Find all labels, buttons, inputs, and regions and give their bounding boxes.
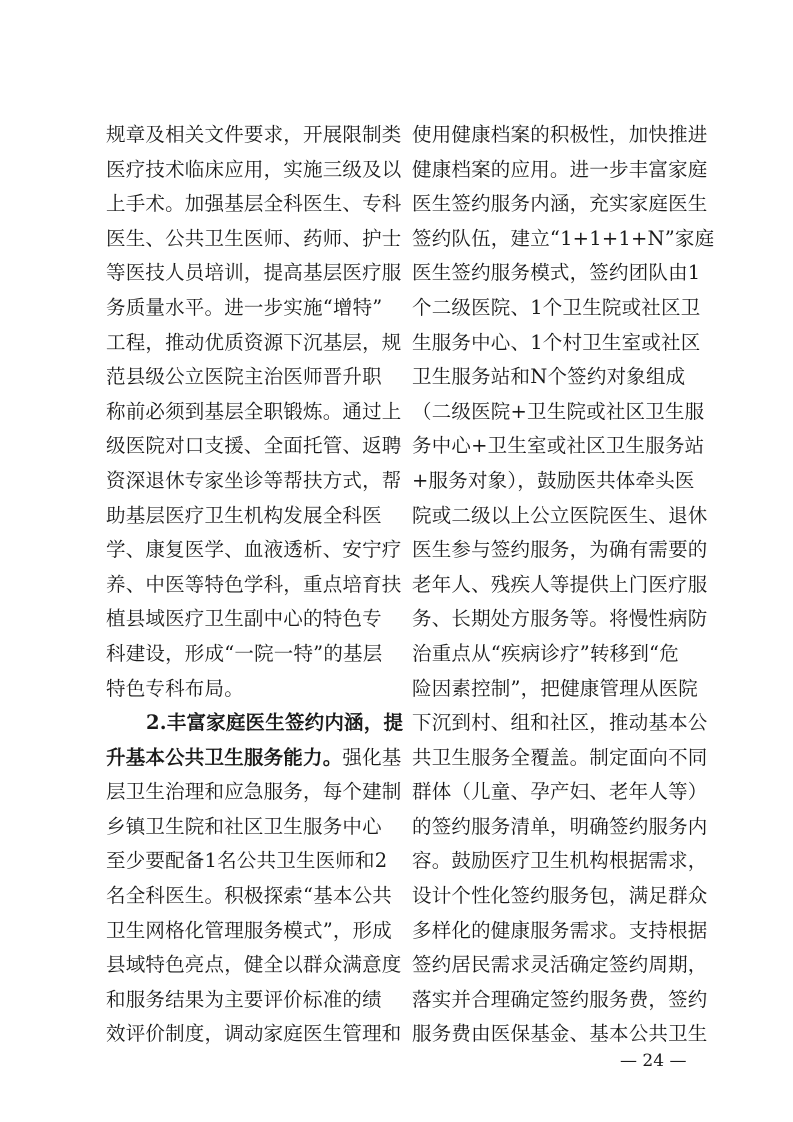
- text-line: 至少要配备1名公共卫生医师和2: [106, 849, 388, 873]
- text-line: 务质量水平。进一步实施“增特”: [106, 295, 383, 319]
- text-line: 签约队伍，建立“1+1+1+N”家庭: [412, 226, 715, 250]
- text-line: 健康档案的应用。进一步丰富家庭: [412, 157, 708, 181]
- text-line: 效评价制度，调动家庭医生管理和: [106, 1022, 402, 1046]
- text-line: 群体（儿童、孕产妇、老年人等）: [412, 780, 708, 804]
- text-line: 县域特色亮点，健全以群众满意度: [106, 953, 402, 977]
- text-line: 落实并合理确定签约服务费，签约: [412, 987, 708, 1011]
- text-line: 使用健康档案的积极性，加快推进: [412, 123, 708, 146]
- text-line: 等医技人员培训，提高基层医疗服: [106, 261, 402, 285]
- text-line: 医生签约服务模式，签约团队由1: [412, 261, 701, 285]
- text-line: 特色专科布局。: [106, 676, 244, 700]
- section-heading: 2.丰富家庭医生签约内涵，提: [146, 711, 404, 735]
- text-line: 卫生服务站和N个签约对象组成: [412, 365, 686, 389]
- text-line: 助基层医疗卫生机构发展全科医: [106, 503, 382, 527]
- text-line: 医生签约服务内涵，充实家庭医生: [412, 192, 708, 216]
- text-line: 科建设，形成“一院一特”的基层: [106, 641, 383, 665]
- paragraph-start: 强化基: [342, 745, 402, 769]
- text-line: 养、中医等特色学科，重点培育扶: [106, 572, 402, 596]
- text-line: 名全科医生。积极探索“基本公共: [106, 884, 392, 908]
- text-line: 上手术。加强基层全科医生、专科: [106, 192, 402, 216]
- text-line: 个二级医院、1个卫生院或社区卫: [412, 295, 701, 319]
- text-line: 险因素控制”，把健康管理从医院: [412, 676, 698, 700]
- text-line: 务中心+卫生室或社区卫生服务站: [412, 434, 705, 458]
- text-line: 资深退休专家坐诊等帮扶方式，帮: [106, 468, 402, 492]
- text-line: 卫生网格化管理服务模式”，形成: [106, 918, 392, 942]
- text-line: 工程，推动优质资源下沉基层，规: [106, 330, 402, 354]
- text-line: 多样化的健康服务需求。支持根据: [412, 918, 708, 942]
- text-line: 学、康复医学、血液透析、安宁疗: [106, 538, 402, 562]
- text-line: +服务对象），鼓励医共体牵头医: [412, 468, 695, 492]
- text-line: 老年人、残疾人等提供上门医疗服: [412, 572, 708, 596]
- text-line: 生服务中心、1个村卫生室或社区: [412, 330, 701, 354]
- text-line: 医生参与签约服务，为确有需要的: [412, 538, 708, 562]
- text-line: 签约居民需求灵活确定签约周期，: [412, 953, 708, 977]
- text-line: 规章及相关文件要求，开展限制类: [106, 123, 402, 146]
- text-line: 务、长期处方服务等。将慢性病防: [412, 607, 708, 631]
- text-line: （二级医院+卫生院或社区卫生服: [412, 399, 705, 423]
- page-number: — 24 —: [620, 1051, 687, 1071]
- text-line: 和服务结果为主要评价标准的绩: [106, 987, 382, 1011]
- text-line: 层卫生治理和应急服务，每个建制: [106, 780, 402, 804]
- text-line: 范县级公立医院主治医师晋升职: [106, 365, 382, 389]
- text-line: 植县域医疗卫生副中心的特色专: [106, 607, 382, 631]
- section-heading-continuation: [106, 741, 402, 776]
- text-line: 级医院对口支援、全面托管、返聘: [106, 434, 402, 458]
- text-line: 乡镇卫生院和社区卫生服务中心: [106, 814, 382, 838]
- left-column: [106, 118, 404, 1052]
- text-line: 下沉到村、组和社区，推动基本公: [412, 711, 708, 735]
- section-heading-bold-part: 升基本公共卫生服务能力。: [106, 745, 343, 769]
- text-line: 医疗技术临床应用，实施三级及以: [106, 157, 402, 181]
- text-line: 设计个性化签约服务包，满足群众: [412, 884, 708, 908]
- right-column: [412, 118, 715, 1052]
- text-line: 称前必须到基层全职锻炼。通过上: [106, 399, 402, 423]
- text-line: 服务费由医保基金、基本公共卫生: [412, 1022, 708, 1046]
- text-line: 治重点从“疾病诊疗”转移到“危: [412, 641, 679, 665]
- text-line: 医生、公共卫生医师、药师、护士: [106, 226, 402, 250]
- text-line: 共卫生服务全覆盖。制定面向不同: [412, 745, 708, 769]
- text-line: 院或二级以上公立医院医生、退休: [412, 503, 708, 527]
- text-line: 容。鼓励医疗卫生机构根据需求，: [412, 849, 708, 873]
- text-line: 的签约服务清单，明确签约服务内: [412, 814, 708, 838]
